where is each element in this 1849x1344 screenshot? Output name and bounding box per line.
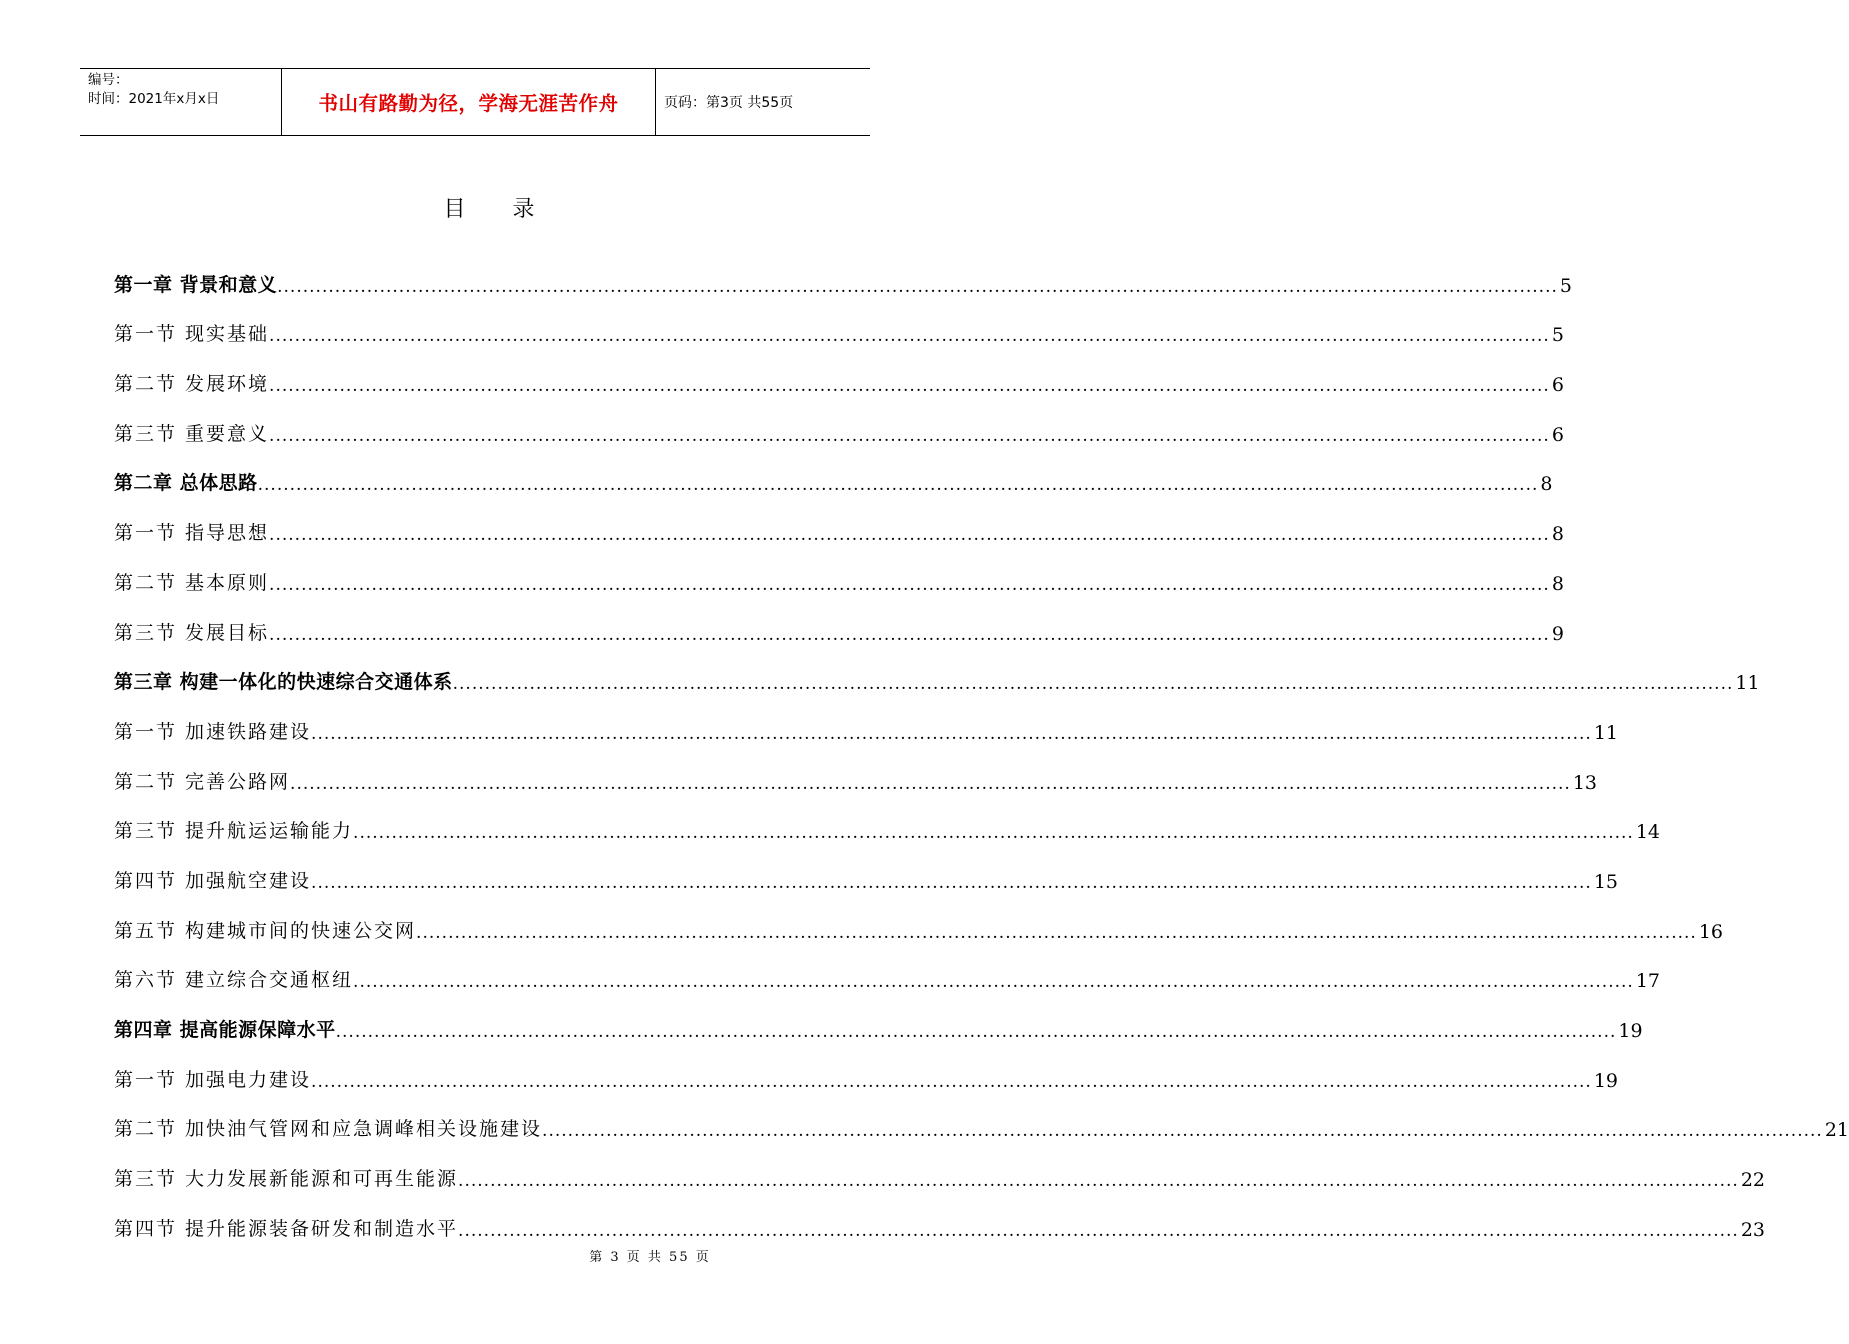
toc-entry-page: 6 [1551,374,1564,397]
toc-entry-label: 第三节 发展目标 [114,621,270,644]
toc-entry-page: 14 [1635,821,1660,844]
toc-title: 目 录 [443,197,555,222]
toc-entry-label: 第二节 加快油气管网和应急调峰相关设施建设 [114,1118,543,1141]
toc-entry-label: 第四节 加强航空建设 [114,869,312,892]
toc-leader-dots: ........................................................................................................................................................................................................ [458,1220,1739,1241]
table-of-contents [114,247,1849,1241]
toc-leader-dots: ........................................................................................................................................................................................................ [257,475,1539,496]
toc-section-entry[interactable] [114,694,1618,744]
toc-entry-page: 8 [1551,523,1564,546]
toc-leader-dots: ........................................................................................................................................................................................................ [542,1121,1823,1142]
toc-entry-label: 第三节 重要意义 [114,422,270,445]
toc-entry-page: 13 [1572,771,1597,794]
toc-section-entry[interactable] [114,843,1618,893]
toc-leader-dots: ........................................................................................................................................................................................................ [458,1171,1739,1192]
toc-entry-label: 第五节 构建城市间的快速公交网 [114,919,417,942]
toc-entry-label: 第三节 提升航运运输能力 [114,820,354,843]
toc-entry-page: 16 [1698,920,1723,943]
toc-leader-dots: ........................................................................................................................................................................................................ [353,972,1634,993]
toc-entry-label: 第六节 建立综合交通枢纽 [114,969,354,992]
toc-section-entry[interactable] [114,495,1564,546]
toc-entry-label: 第一节 加强电力建设 [114,1068,312,1091]
toc-section-entry[interactable] [114,893,1723,943]
toc-section-entry[interactable] [114,1042,1618,1092]
toc-entry-label: 第一章 背景和意义 [114,273,278,296]
header-motto: 书山有路勤为径，学海无涯苦作舟 [282,69,656,135]
toc-section-entry[interactable] [114,396,1564,446]
toc-section-entry[interactable] [114,943,1660,993]
toc-section-entry[interactable] [114,744,1597,794]
toc-entry-page: 19 [1618,1020,1643,1042]
toc-leader-dots: ........................................................................................................................................................................................................ [311,1071,1592,1092]
toc-chapter-entry[interactable] [114,992,1643,1042]
toc-leader-dots: ........................................................................................................................................................................................................ [269,425,1550,446]
toc-leader-dots: ........................................................................................................................................................................................................ [290,773,1571,794]
toc-leader-dots: ........................................................................................................................................................................................................ [269,525,1550,546]
toc-section-entry[interactable] [114,1141,1765,1192]
toc-leader-dots: ........................................................................................................................................................................................................ [311,872,1592,893]
toc-leader-dots: ........................................................................................................................................................................................................ [335,1022,1617,1042]
toc-entry-label: 第一节 现实基础 [114,323,270,346]
document-date: 时间：2021年x月x日 [88,91,220,107]
toc-leader-dots: ........................................................................................................................................................................................................ [269,376,1550,397]
toc-entry-page: 5 [1559,274,1572,297]
page-footer: 第 3 页 共 55 页 [589,1250,711,1265]
toc-leader-dots: ........................................................................................................................................................................................................ [416,922,1697,943]
header-page-info: 页码：第3页 共55页 [664,95,794,111]
toc-entry-page: 15 [1593,870,1618,893]
toc-entry-page: 5 [1551,324,1564,347]
toc-entry-page: 17 [1635,970,1660,993]
toc-leader-dots: ........................................................................................................................................................................................................ [269,574,1550,595]
toc-leader-dots: ........................................................................................................................................................................................................ [277,276,1558,297]
toc-entry-page: 11 [1593,721,1618,744]
toc-entry-page: 6 [1551,423,1564,446]
toc-entry-label: 第一节 加速铁路建设 [114,720,312,743]
toc-entry-label: 第二节 完善公路网 [114,770,291,793]
toc-section-entry[interactable] [114,1191,1765,1241]
toc-entry-page: 22 [1740,1169,1765,1192]
toc-entry-page: 11 [1735,672,1760,695]
toc-section-entry[interactable] [114,545,1564,595]
toc-entry-page: 8 [1551,572,1564,595]
toc-entry-label: 第四节 提升能源装备研发和制造水平 [114,1217,459,1240]
toc-entry-label: 第二章 总体思路 [114,472,258,495]
document-number-label: 编号： [88,72,129,88]
toc-entry-label: 第一节 指导思想 [114,522,270,545]
toc-entry-label: 第三章 构建一体化的快速综合交通体系 [114,671,453,694]
toc-chapter-entry[interactable] [114,247,1572,297]
toc-entry-page: 23 [1740,1218,1765,1241]
page-header [80,68,870,136]
toc-section-entry[interactable] [114,1092,1849,1142]
toc-chapter-entry[interactable] [114,446,1553,496]
toc-section-entry[interactable] [114,346,1564,397]
toc-entry-label: 第二节 基本原则 [114,571,270,594]
toc-entry-page: 8 [1540,473,1553,496]
toc-leader-dots: ........................................................................................................................................................................................................ [269,326,1550,347]
toc-entry-page: 19 [1593,1069,1618,1092]
toc-leader-dots: ........................................................................................................................................................................................................ [353,823,1634,844]
header-meta [80,69,282,135]
toc-leader-dots: ........................................................................................................................................................................................................ [269,624,1550,645]
toc-chapter-entry[interactable] [114,645,1760,695]
toc-section-entry[interactable] [114,297,1564,347]
toc-section-entry[interactable] [114,595,1564,645]
toc-entry-page: 9 [1551,622,1564,645]
toc-leader-dots: ........................................................................................................................................................................................................ [311,723,1592,744]
toc-section-entry[interactable] [114,794,1660,844]
toc-entry-label: 第三节 大力发展新能源和可再生能源 [114,1168,459,1191]
toc-entry-label: 第二节 发展环境 [114,373,270,396]
toc-leader-dots: ........................................................................................................................................................................................................ [452,674,1734,695]
toc-entry-label: 第四章 提高能源保障水平 [114,1019,336,1041]
toc-entry-page: 21 [1824,1119,1849,1142]
